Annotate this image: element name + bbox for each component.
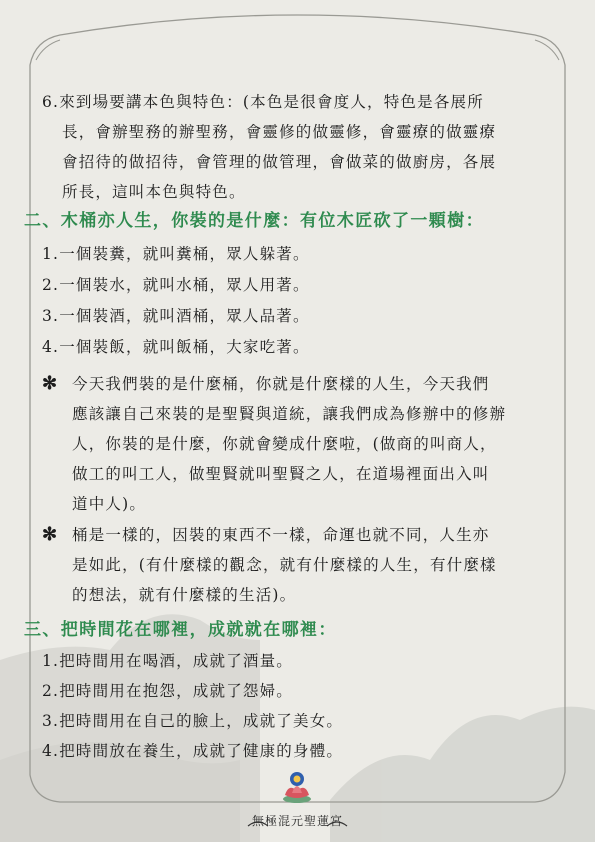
note-1-line: 人，你裝的是什麼，你就會變成什麼啦，(做商的叫商人，	[72, 435, 497, 453]
note-2-line: 桶是一樣的，因裝的東西不一樣，命運也就不同，人生亦	[72, 526, 490, 544]
section-3-list	[42, 646, 343, 766]
section-3-heading: 三、把時間花在哪裡，成就就在哪裡：	[24, 620, 337, 640]
list-item: 4.把時間放在養生，成就了健康的身體。	[42, 742, 344, 760]
item-6-line: 6.來到場要講本色與特色：(本色是很會度人，特色是各展所	[42, 93, 484, 111]
note-1-line: 應該讓自己來裝的是聖賢與道統，讓我們成為修辦中的修辦	[72, 405, 507, 423]
item-6	[42, 87, 496, 207]
list-item: 3.一個裝酒，就叫酒桶，眾人品著。	[42, 307, 310, 325]
item-6-line: 長，會辦聖務的辦聖務，會靈修的做靈修，會靈療的做靈療	[62, 123, 497, 141]
list-item: 4.一個裝飯，就叫飯桶，大家吃著。	[42, 338, 310, 356]
note-2	[72, 520, 497, 610]
note-1-line: 今天我們裝的是什麼桶，你就是什麼樣的人生，今天我們	[72, 375, 490, 393]
asterisk-icon: ✻	[42, 524, 58, 545]
list-item: 1.把時間用在喝酒，成就了酒量。	[42, 652, 293, 670]
note-1	[72, 369, 506, 519]
list-item: 2.把時間用在抱怨，成就了怨婦。	[42, 682, 293, 700]
item-6-line: 所長，這叫本色與特色。	[62, 183, 246, 201]
asterisk-icon: ✻	[42, 373, 58, 394]
section-2-list	[42, 239, 310, 363]
list-item: 1.一個裝糞，就叫糞桶，眾人躲著。	[42, 245, 310, 263]
footer-org-name: 無極混元聖蓮宮	[251, 814, 343, 828]
section-2-heading: 二、木桶亦人生，你裝的是什麼：有位木匠砍了一顆樹：	[24, 211, 484, 231]
note-1-line: 做工的叫工人，做聖賢就叫聖賢之人，在道場裡面出入叫	[72, 465, 490, 483]
item-6-line: 會招待的做招待，會管理的做管理，會做菜的做廚房，各展	[62, 153, 497, 171]
note-1-line: 道中人)。	[72, 495, 147, 513]
note-2-line: 的想法，就有什麼樣的生活)。	[72, 586, 297, 604]
note-2-line: 是如此，(有什麼樣的觀念，就有什麼樣的人生，有什麼樣	[72, 556, 497, 574]
list-item: 2.一個裝水，就叫水桶，眾人用著。	[42, 276, 310, 294]
list-item: 3.把時間用在自己的臉上，成就了美女。	[42, 712, 344, 730]
